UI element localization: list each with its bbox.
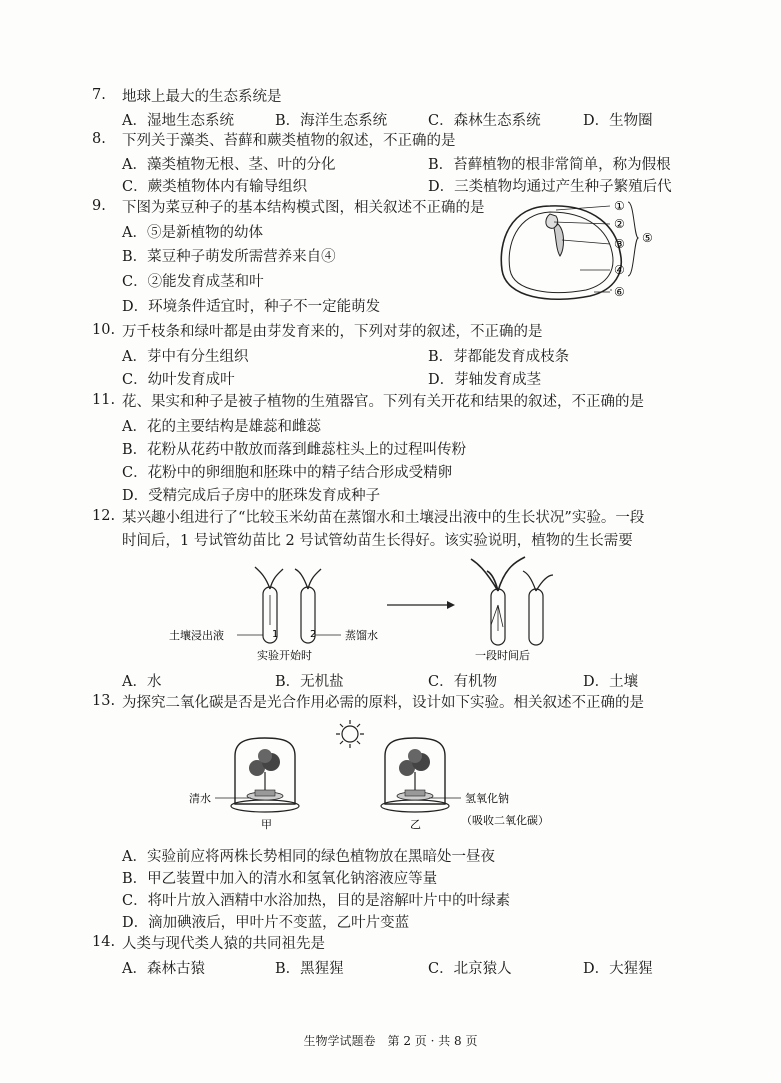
q13-option-b: B．甲乙装置中加入的清水和氢氧化钠溶液应等量 xyxy=(122,871,438,887)
q9-option-b: B．菜豆种子萌发所需营养来自④ xyxy=(122,249,336,265)
jar-jia xyxy=(231,738,299,812)
q10-option-b: B．芽都能发育成枝条 xyxy=(428,349,570,365)
q13-option-c: C．将叶片放入酒精中水浴加热，目的是溶解叶片中的叶绿素 xyxy=(122,893,511,909)
q12-stem-line2: 时间后，1 号试管幼苗比 2 号试管幼苗生长得好。该实验说明，植物的生长需要 xyxy=(122,533,633,549)
q8-option-d: D．三类植物均通过产生种子繁殖后代 xyxy=(428,179,672,195)
q12-stem: 某兴趣小组进行了“比较玉米幼苗在蒸馏水和土壤浸出液中的生长状况”实验。一段 xyxy=(122,510,645,526)
q8-stem: 下列关于藻类、苔藓和蕨类植物的叙述，不正确的是 xyxy=(122,133,456,149)
label-3: ③ xyxy=(614,237,625,251)
soil-extract-label: 土壤浸出液 xyxy=(169,629,224,642)
q10-stem: 万千枝条和绿叶都是由芽发育来的，下列对芽的叙述，不正确的是 xyxy=(122,324,543,340)
tube-1-end xyxy=(471,557,525,645)
naoh-label: 氢氧化钠 xyxy=(465,792,509,805)
q7-number: 7. xyxy=(92,87,106,103)
q11-stem: 花、果实和种子是被子植物的生殖器官。下列有关开花和结果的叙述，不正确的是 xyxy=(122,394,644,410)
q11-option-c: C．花粉中的卵细胞和胚珠中的精子结合形成受精卵 xyxy=(122,465,453,481)
tube-2-number: 2 xyxy=(310,629,317,640)
q12-option-b: B．无机盐 xyxy=(275,674,344,690)
q13-option-d: D．滴加碘液后，甲叶片不变蓝，乙叶片变蓝 xyxy=(122,915,410,931)
q10-number: 10. xyxy=(92,322,116,338)
q7-option-a: A．湿地生态系统 xyxy=(122,113,234,129)
label-1: ① xyxy=(614,199,625,213)
seedling-experiment-diagram xyxy=(165,555,585,665)
jar-yi xyxy=(381,738,449,812)
q12-option-c: C．有机物 xyxy=(428,674,498,690)
tube-2-end xyxy=(523,571,553,645)
q14-option-a: A．森林古猿 xyxy=(122,961,205,977)
q11-number: 11. xyxy=(92,392,116,408)
q11-option-b: B．花粉从花药中散放而落到雌蕊柱头上的过程叫传粉 xyxy=(122,442,467,458)
caption-start: 实验开始时 xyxy=(257,649,312,662)
distilled-water-label: 蒸馏水 xyxy=(345,629,378,642)
q9-stem: 下图为菜豆种子的基本结构模式图，相关叙述不正确的是 xyxy=(122,200,485,216)
q10-option-a: A．芽中有分生组织 xyxy=(122,349,249,365)
q11-option-a: A．花的主要结构是雄蕊和雌蕊 xyxy=(122,419,321,435)
label-2: ② xyxy=(614,217,625,231)
q12-option-a: A．水 xyxy=(122,674,162,690)
q14-stem: 人类与现代类人猿的共同祖先是 xyxy=(122,936,325,952)
q9-option-a: A．⑤是新植物的幼体 xyxy=(122,225,263,241)
tube-2-start xyxy=(295,569,321,643)
q7-option-b: B．海洋生态系统 xyxy=(275,113,388,129)
caption-end: 一段时间后 xyxy=(475,649,530,662)
q9-option-c: C．②能发育成茎和叶 xyxy=(122,274,264,290)
q14-option-b: B．黑猩猩 xyxy=(275,961,344,977)
tube-1-number: 1 xyxy=(272,629,279,640)
label-5: ⑤ xyxy=(642,231,653,245)
q14-number: 14. xyxy=(92,934,116,950)
q14-option-d: D．大猩猩 xyxy=(583,961,653,977)
photosynthesis-experiment-diagram xyxy=(185,716,585,836)
q13-number: 13. xyxy=(92,693,116,709)
label-6: ⑥ xyxy=(614,285,625,299)
q10-option-c: C．幼叶发育成叶 xyxy=(122,372,235,388)
q8-option-c: C．蕨类植物体内有输导组织 xyxy=(122,179,308,195)
q7-option-d: D．生物圈 xyxy=(583,113,653,129)
q7-stem: 地球上最大的生态系统是 xyxy=(122,89,282,105)
jar-jia-label: 甲 xyxy=(261,818,272,831)
q10-option-d: D．芽轴发育成茎 xyxy=(428,372,542,388)
bean-seed-diagram xyxy=(490,192,670,312)
q12-number: 12. xyxy=(92,508,116,524)
q12-option-d: D．土壤 xyxy=(583,674,639,690)
q13-option-a: A．实验前应将两株长势相同的绿色植物放在黑暗处一昼夜 xyxy=(122,849,495,865)
q14-option-c: C．北京猿人 xyxy=(428,961,512,977)
label-4: ④ xyxy=(614,263,625,277)
q9-option-d: D．环境条件适宜时，种子不一定能萌发 xyxy=(122,299,381,315)
q8-number: 8. xyxy=(92,131,106,147)
q8-option-b: B．苔藓植物的根非常简单，称为假根 xyxy=(428,157,671,173)
sun-icon xyxy=(336,720,364,748)
page-footer: 生物学试题卷 第 2 页 · 共 8 页 xyxy=(303,1034,478,1048)
q9-number: 9. xyxy=(92,198,106,214)
q8-option-a: A．藻类植物无根、茎、叶的分化 xyxy=(122,157,336,173)
tube-1-start xyxy=(255,567,283,643)
jar-yi-label: 乙 xyxy=(410,818,421,831)
q11-option-d: D．受精完成后子房中的胚珠发育成种子 xyxy=(122,488,381,504)
naoh-note: （吸收二氧化碳） xyxy=(461,814,549,827)
q13-stem: 为探究二氧化碳是否是光合作用必需的原料，设计如下实验。相关叙述不正确的是 xyxy=(122,695,644,711)
q7-option-c: C．森林生态系统 xyxy=(428,113,541,129)
clear-water-label: 清水 xyxy=(189,792,211,805)
